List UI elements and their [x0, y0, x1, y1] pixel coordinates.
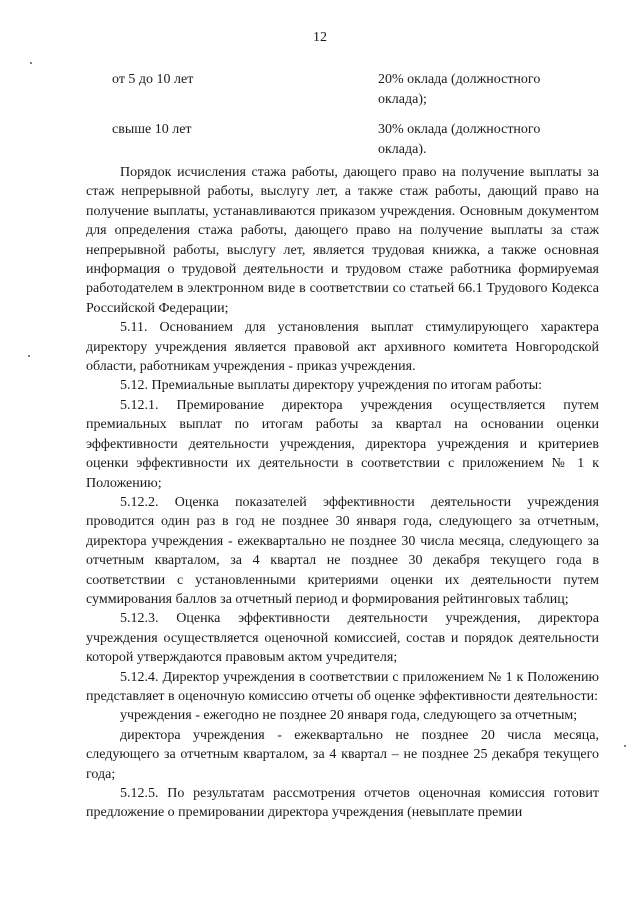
scan-speck — [30, 62, 32, 64]
scan-speck — [624, 745, 626, 747]
scan-speck — [28, 355, 30, 357]
rate-term: свыше 10 лет — [112, 122, 192, 137]
paragraph: 5.12. Премиальные выплаты директору учреждения по итогам работы: — [120, 378, 543, 394]
paragraph: Порядок исчисления стажа работы, дающего право на получение выплаты за стаж непрерывной работы, выслугу лет, а также стаж работы, дающий право на получение выплаты, устанавливаются приказом учреждения. Основным документом для определения стажа работы, дающего право на получение выплаты за стаж непрерывной работы, выслугу лет, является трудовая книжка, а также основная информация о трудовой деятельности и трудовом стаже работника формируемая работодателем в электронном виде в соответствии со статьей 66.1 Трудового Кодекса Российской Федерации; — [86, 165, 599, 316]
paragraph: 5.11. Основанием для установления выплат стимулирующего характера директору учреждения является правовой акт архивного комитета Новгородской области, работникам учреждения - приказ учреждения. — [86, 320, 599, 375]
paragraph: директора учреждения - ежеквартально не позднее 20 числа месяца, следующего за отчетным кварталом, за 4 квартал – не позднее 25 декабря текущего года; — [86, 727, 599, 782]
document-body — [86, 163, 599, 823]
paragraph: 5.12.4. Директор учреждения в соответствии с приложением № 1 к Положению представляет в оценочную комиссию отчеты об оценке эффективности деятельности: — [86, 669, 599, 704]
paragraph: 5.12.2. Оценка показателей эффективности деятельности учреждения проводится один раз в год не позднее 30 января года, следующего за отчетным, директора учреждения - ежеквартально не позднее 30 числа месяца, следующего за отчетным кварталом, за 4 квартал не позднее 30 декабря текущего года в соответствии с установленными критериями оценки их деятельности путем суммирования баллов за отчетный период и формирования рейтинговых таблиц; — [86, 494, 599, 607]
paragraph: учреждения - ежегодно не позднее 20 января года, следующего за отчетным; — [120, 708, 578, 724]
paragraph: 5.12.1. Премирование директора учреждения осуществляется путем премиальных выплат по итогам работы за квартал на основании оценки эффективности деятельности учреждения, директора учреждения и критериев оценки эффективности их деятельности в соответствии с приложением № 1 к Положению; — [86, 397, 599, 491]
rate-term: от 5 до 10 лет — [112, 72, 194, 87]
paragraph: 5.12.3. Оценка эффективности деятельности учреждения, директора учреждения осуществляется оценочной комиссией, состав и порядок деятельности которой утверждаются правовым актом учредителя; — [86, 611, 599, 666]
rate-value: 20% оклада (должностного оклада); — [378, 72, 541, 107]
paragraph: 5.12.5. По результатам рассмотрения отчетов оценочная комиссия готовит предложение о премировании директора учреждения (невыплате премии — [86, 786, 599, 821]
page-number: 12 — [313, 30, 327, 45]
rate-value: 30% оклада (должностного оклада). — [378, 122, 541, 157]
